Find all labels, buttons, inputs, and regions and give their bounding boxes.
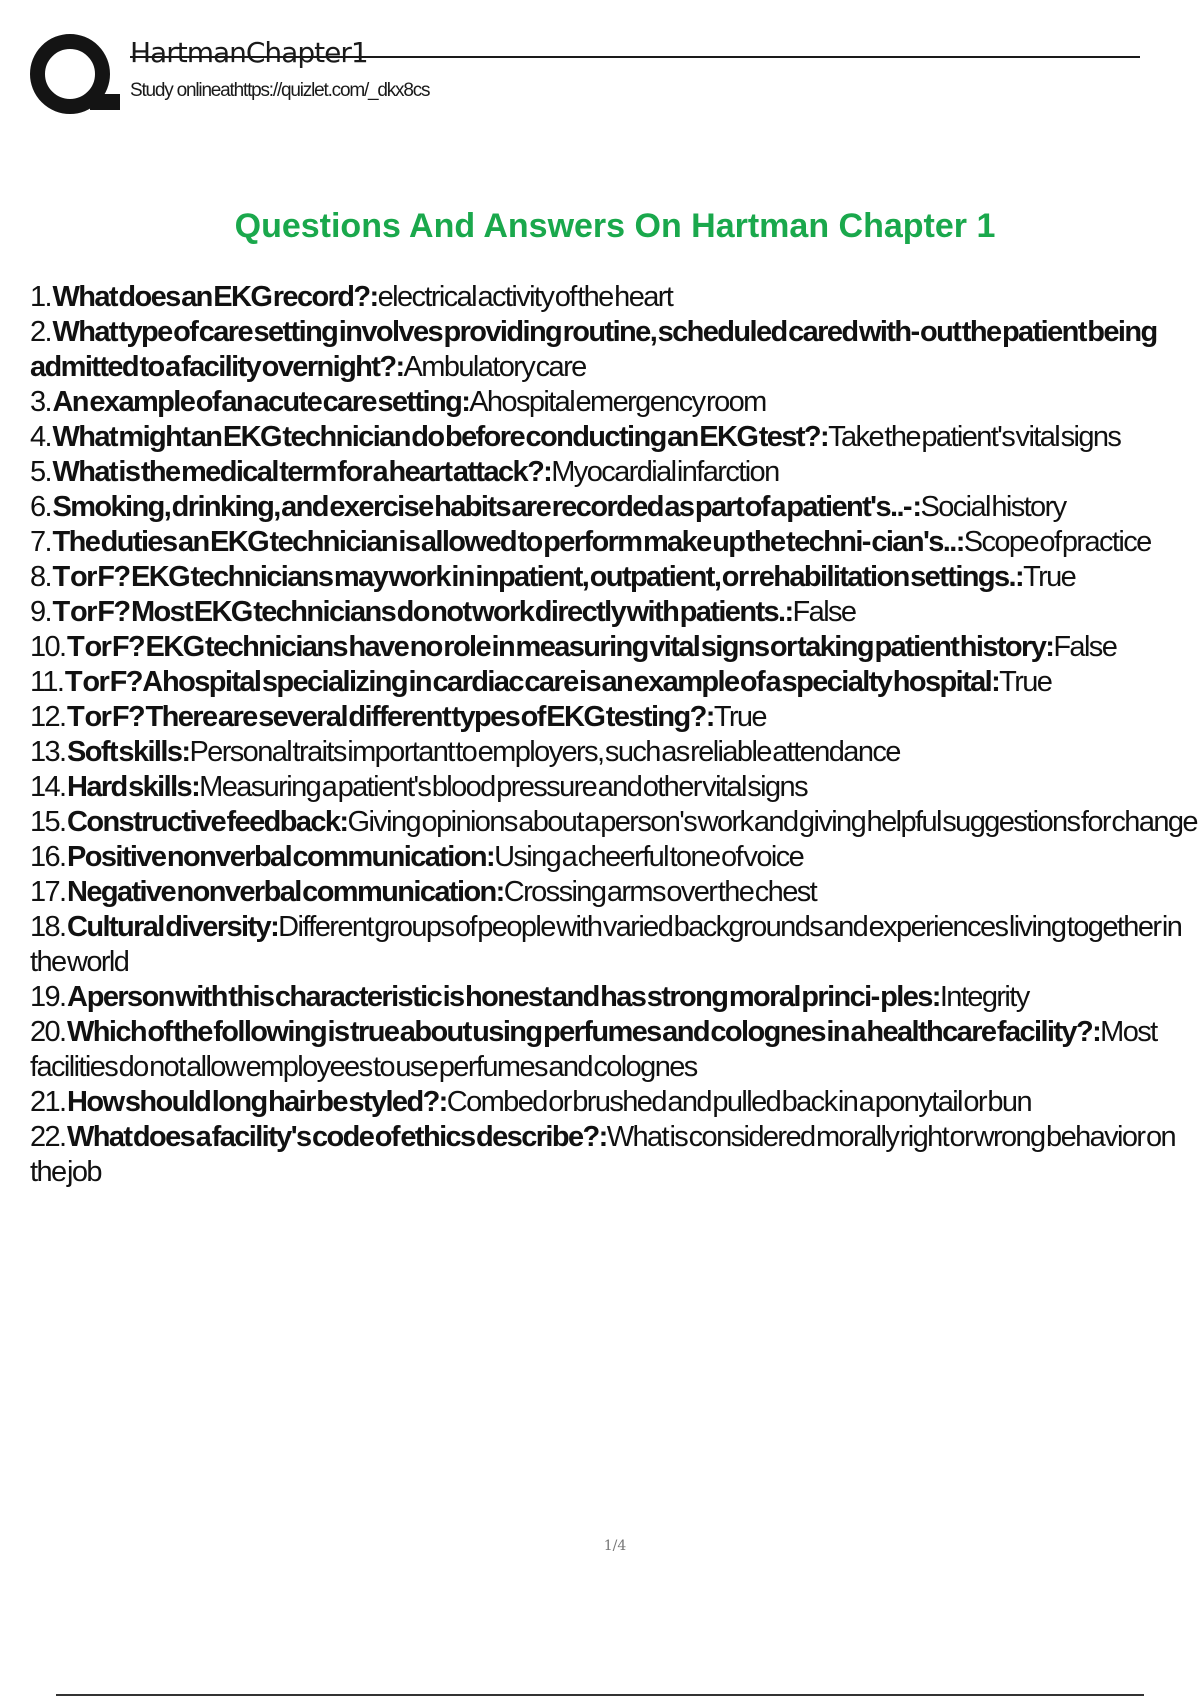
qa-item: 8. T or F? EKG technicians may work in inpatient, outpatient, or rehabilitation settings.:True <box>30 561 1076 593</box>
question: Smoking, drinking, and exercise habits are recorded as part of a patient's..- : <box>52 491 921 523</box>
qa-item: 21. How should long hair be styled?:Combed or brushed and pulled back in a ponytail or bun <box>30 1086 1031 1118</box>
answer: What is considered morally right or wrong behavior on the job <box>30 1121 1176 1188</box>
answer: True <box>999 666 1052 698</box>
document-header <box>30 30 1140 120</box>
answer: Scope of practice <box>963 526 1151 558</box>
document-title: HartmanChapter1 <box>130 36 368 69</box>
qa-item: 6. Smoking, drinking, and exercise habits are recorded as part of a patient's..- :Social history <box>30 491 1066 523</box>
question: How should long hair be styled?: <box>66 1086 447 1118</box>
answer: False <box>792 596 856 628</box>
question: T or F? EKG technicians may work in inpatient, outpatient, or rehabilitation settings.: <box>52 561 1024 593</box>
qa-item: 14. Hard skills:Measuring a patient's blood pressure and other vital signs <box>30 771 807 803</box>
question: Positive nonverbal communication: <box>66 841 495 873</box>
answer: electrical activity of the heart <box>377 281 673 313</box>
qa-item: 13. Soft skills:Personal traits important to employers, such as reliable attendance <box>30 736 900 768</box>
answer: Myocardial infarction <box>551 456 779 488</box>
answer: Integrity <box>939 981 1029 1013</box>
qa-item: 20. Which of the following is true about using perfumes and colognes in a healthcare facility?:Most facilities do not allow employees to use perfumes and colognes <box>30 1016 1157 1083</box>
answer: Different groups of people with varied backgrounds and experiences living together in the world <box>30 911 1182 978</box>
answer: True <box>1023 561 1076 593</box>
qa-item: 22. What does a facility's code of ethics describe?:What is considered morally right or wrong behavior on the job <box>30 1121 1176 1188</box>
question: T or F? A hospital specializing in cardiac care is an example of a specialty hospital: <box>64 666 1000 698</box>
qa-item: 19. A person with this characteristic is honest and has strong moral princi- ples:Integrity <box>30 981 1029 1013</box>
answer: Measuring a patient's blood pressure and other vital signs <box>199 771 807 803</box>
qa-item: 1. What does an EKG record?:electrical activity of the heart <box>30 281 673 313</box>
answer: A hospital emergency room <box>469 386 766 418</box>
study-online-link[interactable]: Study onlineathttps://quizlet.com/_dkx8cs <box>130 80 430 101</box>
question: What does a facility's code of ethics describe?: <box>66 1121 607 1153</box>
answer: Personal traits important to employers, such as reliable attendance <box>189 736 900 768</box>
qa-item: 16. Positive nonverbal communication:Using a cheerful tone of voice <box>30 841 804 873</box>
question: Cultural diversity: <box>66 911 279 943</box>
question: Constructive feedback: <box>66 806 348 838</box>
answer: Combed or brushed and pulled back in a ponytail or bun <box>446 1086 1031 1118</box>
answer: Using a cheerful tone of voice <box>494 841 804 873</box>
qa-item: 5. What is the medical term for a heart attack?:Myocardial infarction <box>30 456 779 488</box>
qa-item: 3. An example of an acute care setting:A hospital emergency room <box>30 386 766 418</box>
question: The duties an EKG technician is allowed to perform make up the techni- cian's..: <box>52 526 964 558</box>
answer: Take the patient's vital signs <box>828 421 1121 453</box>
qa-list <box>30 280 1200 1190</box>
question: What is the medical term for a heart attack?: <box>52 456 552 488</box>
qa-item: 4. What might an EKG technician do before conducting an EKG test?:Take the patient's vital signs <box>30 421 1121 453</box>
answer: Crossing arms over the chest <box>503 876 817 908</box>
question: An example of an acute care setting: <box>52 386 470 418</box>
question: What does an EKG record?: <box>52 281 378 313</box>
answer: Social history <box>920 491 1066 523</box>
question: Hard skills: <box>66 771 200 803</box>
quizlet-logo-tail <box>90 94 120 110</box>
question: Soft skills: <box>66 736 190 768</box>
page-number: 1/4 <box>603 1538 627 1554</box>
question: Negative nonverbal communication: <box>66 876 504 908</box>
question: T or F? Most EKG technicians do not work directly with patients.: <box>52 596 793 628</box>
answer: False <box>1053 631 1117 663</box>
question: T or F? EKG technicians have no role in measuring vital signs or taking patient history: <box>66 631 1054 663</box>
question: Which of the following is true about using perfumes and colognes in a healthcare facility?: <box>66 1016 1101 1048</box>
answer: Ambulatory care <box>403 351 586 383</box>
qa-item: 18. Cultural diversity:Different groups of people with varied backgrounds and experiences living together in the world <box>30 911 1182 978</box>
qa-item: 12. T or F? There are several different types of EKG testing?:True <box>30 701 766 733</box>
qa-item: 2. What type of care setting involves providing routine, scheduled cared with- out the patient being admitted to a facility overnight?:Ambulatory care <box>30 316 1157 383</box>
qa-item: 9. T or F? Most EKG technicians do not work directly with patients.:False <box>30 596 856 628</box>
question: What type of care setting involves providing routine, scheduled cared with- out the patient being admitted to a facility overnight?: <box>30 316 1157 383</box>
qa-item: 11. T or F? A hospital specializing in cardiac care is an example of a specialty hospital:True <box>30 666 1052 698</box>
qa-item: 7. The duties an EKG technician is allowed to perform make up the techni- cian's..:Scope of practice <box>30 526 1151 558</box>
answer: True <box>713 701 766 733</box>
question: What might an EKG technician do before conducting an EKG test?: <box>52 421 829 453</box>
qa-item: 15. Constructive feedback:Giving opinions about a person's work and giving helpful suggestions for change <box>30 806 1197 838</box>
question: A person with this characteristic is honest and has strong moral princi- ples: <box>66 981 940 1013</box>
answer: Most facilities do not allow employees to use perfumes and colognes <box>30 1016 1157 1083</box>
page-heading: Questions And Answers On Hartman Chapter 1 <box>234 207 996 245</box>
answer: Giving opinions about a person's work and giving helpful suggestions for change <box>347 806 1197 838</box>
qa-item: 17. Negative nonverbal communication:Crossing arms over the chest <box>30 876 817 908</box>
question: T or F? There are several different types of EKG testing?: <box>66 701 714 733</box>
footer-rule <box>56 1694 1144 1696</box>
qa-item: 10. T or F? EKG technicians have no role in measuring vital signs or taking patient history:False <box>30 631 1117 663</box>
